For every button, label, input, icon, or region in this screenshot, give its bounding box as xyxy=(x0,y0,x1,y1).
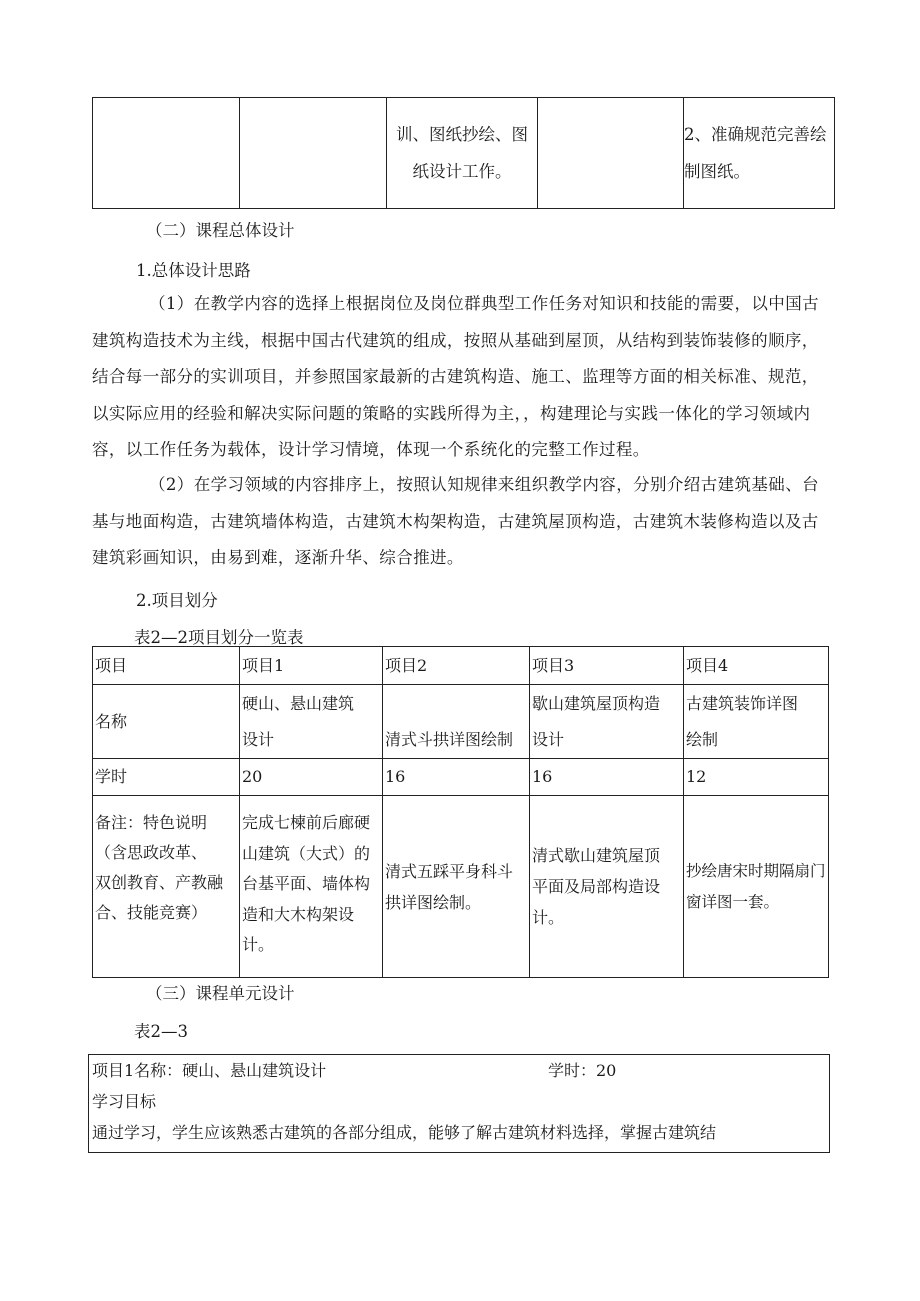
table-cell xyxy=(684,796,829,978)
top-cell-5-line: 制图纸。 xyxy=(684,162,750,181)
table-cell: 项目2 xyxy=(383,647,530,685)
top-cell-3-line: 纸设计工作。 xyxy=(412,162,512,181)
section2-heading: （二）课程总体设计 xyxy=(146,221,295,240)
cell-line: 清式五踩平身科斗 xyxy=(385,861,514,881)
cell-line: 山建筑（大式）的 xyxy=(242,843,371,863)
goal-text: 通过学习，学生应该熟悉古建筑的各部分组成，能够了解古建筑材料选择，掌握古建筑结 xyxy=(92,1123,717,1142)
table-cell xyxy=(89,1055,830,1153)
table-cell xyxy=(684,685,829,759)
table-cell xyxy=(240,796,383,978)
table-row xyxy=(93,759,829,796)
table-cell xyxy=(530,685,684,759)
cell-line: 造和大木构架设 xyxy=(242,904,355,924)
table-cell: 项目3 xyxy=(530,647,684,685)
top-cell-2 xyxy=(240,98,387,209)
cell-line: 拱详图绘制。 xyxy=(385,892,482,912)
sub2-heading: 2.项目划分 xyxy=(136,591,218,610)
paragraph-2 xyxy=(92,467,832,577)
top-continued-table xyxy=(92,97,835,209)
top-cell-5 xyxy=(684,98,835,209)
cell-line: 抄绘唐宋时期隔扇门 xyxy=(686,861,826,880)
cell-line: （含思政改革、 xyxy=(95,843,208,862)
project-name: 项目1名称：硬山、悬山建筑设计 xyxy=(92,1061,327,1080)
cell-line: 完成七楝前后廊硬 xyxy=(242,813,371,832)
cell-line: 硬山、悬山建筑 xyxy=(242,693,355,713)
para2-line: （2）在学习领域的内容排序上，按照认知规律来组织教学内容，分别介绍古建筑基础、台 xyxy=(149,475,819,494)
cell-line: 台基平面、墙体构 xyxy=(242,874,371,893)
paragraph-1 xyxy=(92,286,832,469)
para2-line: 建筑彩画知识，由易到难，逐渐升华、综合推进。 xyxy=(92,548,464,567)
table2-caption: 表2—2项目划分一览表 xyxy=(134,628,304,647)
table-row xyxy=(93,647,829,685)
table-cell xyxy=(383,685,530,759)
table-row xyxy=(89,1055,830,1153)
goal-label: 学习目标 xyxy=(92,1092,157,1111)
section3-heading: （三）课程单元设计 xyxy=(146,984,295,1003)
table-cell: 项目4 xyxy=(684,647,829,685)
table-cell: 12 xyxy=(684,759,829,796)
top-cell-5-line: 2、准确规范完善绘 xyxy=(684,125,827,144)
project-hours: 学时：20 xyxy=(548,1061,617,1080)
para1-line: 建筑构造技术为主线，根据中国古代建筑的组成，按照从基础到屋顶，从结构到装饰装修的顺序， xyxy=(92,330,819,350)
cell-line: 清式歇山建筑屋顶 xyxy=(532,846,661,865)
project-division-table xyxy=(92,646,829,978)
para1-line: 结合每一部分的实训项目，并参照国家最新的古建筑构造、施工、监理等方面的相关标准、规范， xyxy=(92,367,819,386)
cell-line: 歇山建筑屋顶构造 xyxy=(532,693,661,713)
cell-line: 绘制 xyxy=(686,729,719,749)
table-cell: 名称 xyxy=(93,685,240,759)
cell-line: 古建筑装饰详图 xyxy=(686,693,799,713)
table-cell: 20 xyxy=(240,759,383,796)
cell-line: 备注：特色说明 xyxy=(95,813,208,832)
cell-line: 合、技能竞赛） xyxy=(95,903,208,922)
cell-line: 清式斗拱详图绘制 xyxy=(385,730,514,749)
table-row xyxy=(93,796,829,978)
table-cell: 项目1 xyxy=(240,647,383,685)
para2-line: 基与地面构造，古建筑墙体构造，古建筑木构架构造，古建筑屋顶构造，古建筑木装修构造以及古 xyxy=(92,511,819,531)
project-header-line xyxy=(92,1055,829,1086)
para1-line: 容，以工作任务为载体，设计学习情境，体现一个系统化的完整工作过程。 xyxy=(92,440,650,459)
para1-line: 以实际应用的经验和解决实际问题的策略的实践所得为主，，构建理论与实践一体化的学习领域内 xyxy=(92,403,811,423)
course-unit-table xyxy=(88,1054,830,1153)
cell-line: 双创教育、产教融 xyxy=(95,873,224,892)
table3-caption: 表2—3 xyxy=(134,1022,188,1041)
cell-line: 平面及局部构造设 xyxy=(532,877,661,896)
table-row xyxy=(93,685,829,759)
top-cell-4 xyxy=(538,98,684,209)
top-cell-3 xyxy=(387,98,538,209)
table-cell xyxy=(530,796,684,978)
para1-line: （1）在教学内容的选择上根据岗位及岗位群典型工作任务对知识和技能的需要，以中国古 xyxy=(149,294,819,313)
sub1-heading: 1.总体设计思路 xyxy=(136,261,251,280)
cell-line: 计。 xyxy=(242,935,275,954)
table-cell: 16 xyxy=(530,759,684,796)
cell-line: 设计 xyxy=(532,729,565,749)
table-cell xyxy=(93,796,240,978)
cell-line: 设计 xyxy=(242,729,275,749)
top-cell-1 xyxy=(93,98,240,209)
table-cell: 16 xyxy=(383,759,530,796)
top-cell-3-line: 训、图纸抄绘、图 xyxy=(396,125,528,144)
table-cell xyxy=(240,685,383,759)
cell-line: 计。 xyxy=(532,908,565,927)
table-cell: 项目 xyxy=(93,647,240,685)
cell-line: 窗详图一套。 xyxy=(686,892,780,911)
table-cell: 学时 xyxy=(93,759,240,796)
table-cell xyxy=(383,796,530,978)
